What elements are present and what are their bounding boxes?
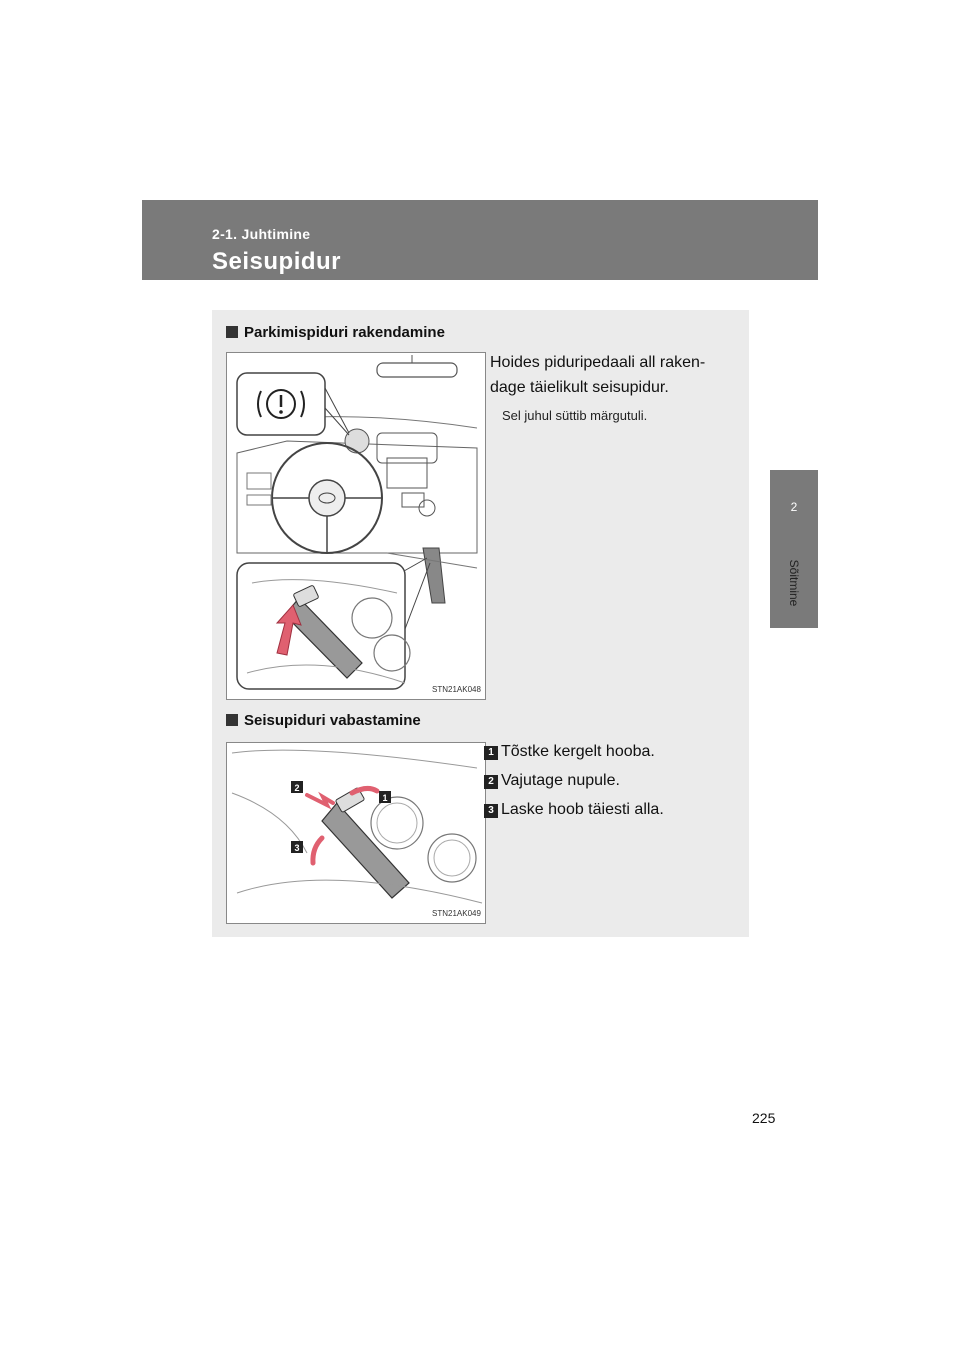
apply-instruction-line-2: dage täielikult seisupidur. bbox=[490, 379, 669, 396]
page-title: Seisupidur bbox=[212, 248, 342, 275]
step-badge-1: 1 bbox=[484, 746, 498, 760]
parking-brake-apply-figure bbox=[226, 352, 486, 700]
svg-text:1: 1 bbox=[382, 793, 388, 803]
release-lever-illustration bbox=[227, 743, 485, 923]
svg-text:2: 2 bbox=[294, 783, 300, 793]
page-number: 225 bbox=[752, 1110, 776, 1126]
release-step-2 bbox=[484, 771, 620, 791]
svg-text:3: 3 bbox=[294, 843, 300, 853]
release-step-1-text: Tõstke kergelt hooba. bbox=[501, 743, 655, 760]
section-heading-release-text: Seisupiduri vabastamine bbox=[244, 712, 421, 729]
figure-code-1: STN21AK048 bbox=[432, 685, 481, 694]
chapter-label bbox=[770, 548, 818, 618]
content-panel bbox=[212, 310, 749, 937]
release-step-3-text: Laske hoob täiesti alla. bbox=[501, 801, 664, 818]
page-header bbox=[142, 200, 818, 280]
section-heading-release bbox=[226, 712, 421, 729]
section-heading-apply-text: Parkimispiduri rakendamine bbox=[244, 324, 445, 341]
indicator-note: Sel juhul süttib märgutuli. bbox=[502, 408, 648, 423]
apply-instruction bbox=[490, 350, 705, 400]
parking-brake-release-figure bbox=[226, 742, 486, 924]
bullet-square-icon bbox=[226, 714, 238, 726]
release-step-1 bbox=[484, 742, 655, 762]
chapter-label-text: Sõitmine bbox=[787, 559, 801, 607]
step-badge-3: 3 bbox=[484, 804, 498, 818]
apply-instruction-line-1: Hoides piduripedaali all raken- bbox=[490, 354, 706, 371]
bullet-square-icon bbox=[226, 326, 238, 338]
dashboard-illustration bbox=[227, 353, 485, 699]
section-heading-apply bbox=[226, 324, 445, 341]
chapter-number: 2 bbox=[790, 500, 798, 514]
step-badge-2: 2 bbox=[484, 775, 498, 789]
figure-code-2: STN21AK049 bbox=[432, 909, 481, 918]
section-label: 2-1. Juhtimine bbox=[212, 226, 311, 242]
release-step-3 bbox=[484, 800, 664, 820]
release-step-2-text: Vajutage nupule. bbox=[501, 772, 620, 789]
